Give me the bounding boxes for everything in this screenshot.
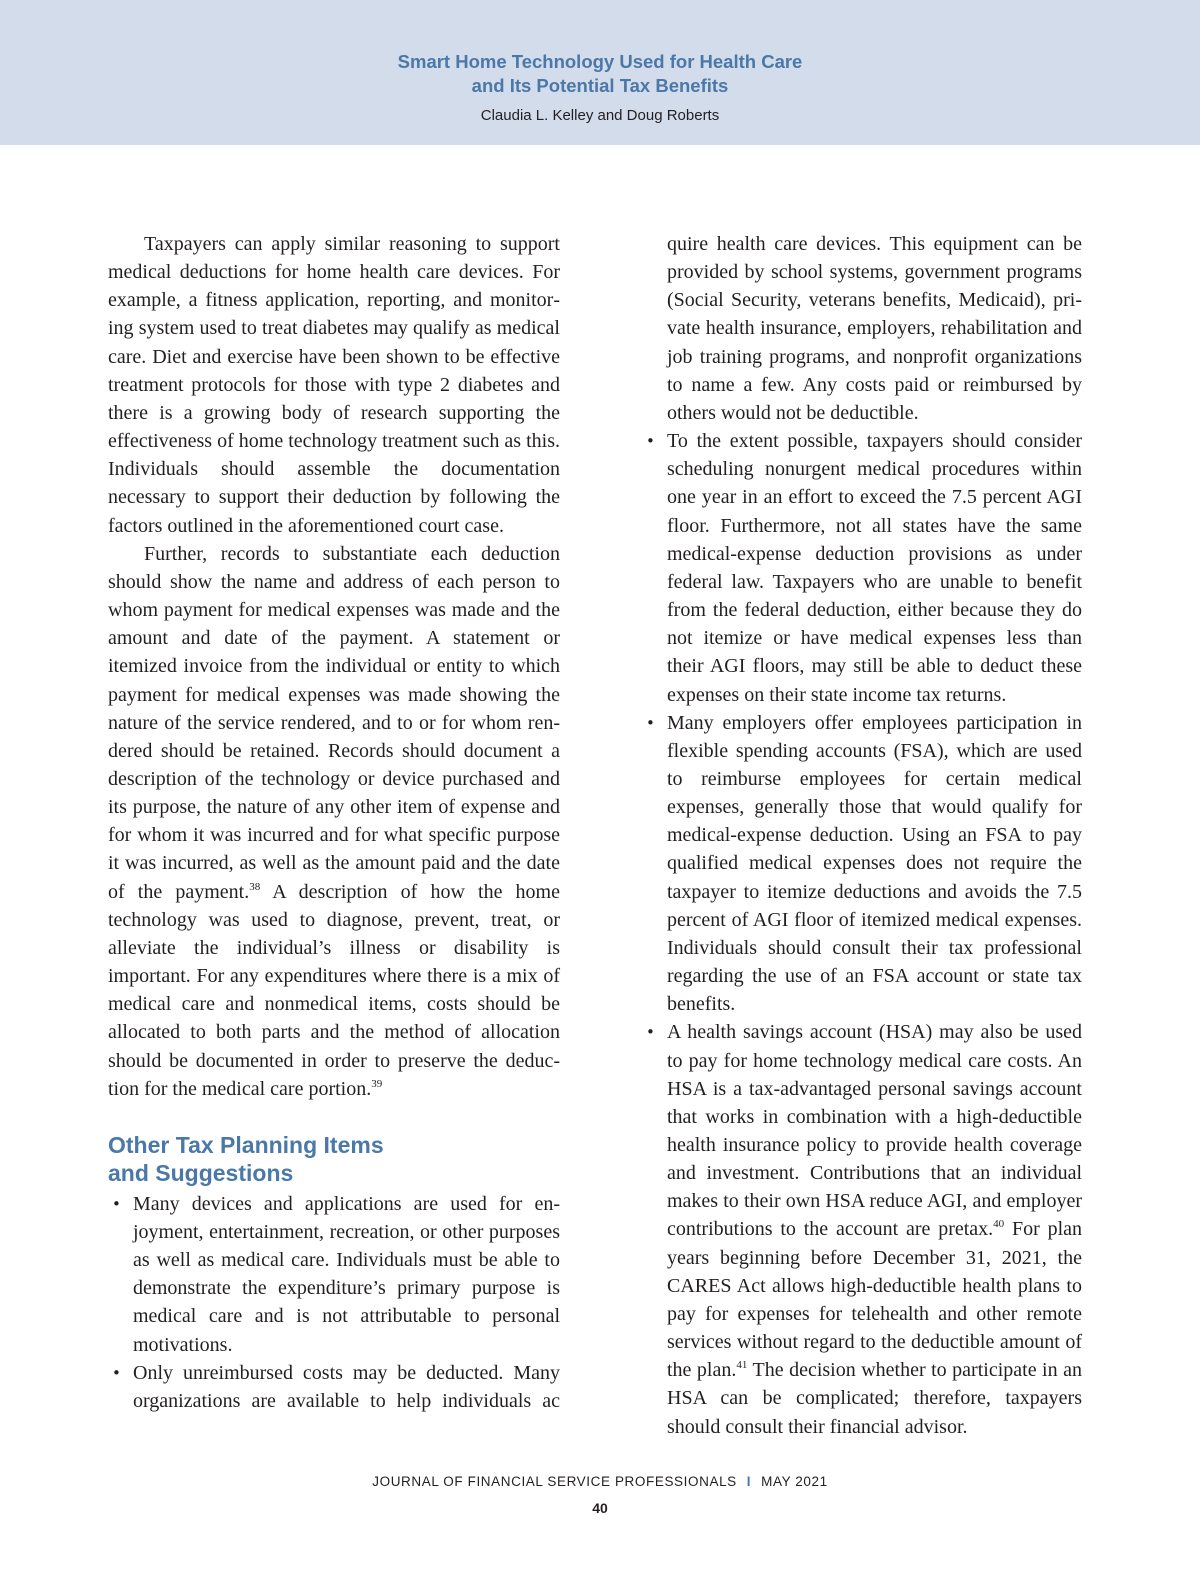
page-number: 40 [592, 1500, 608, 1516]
bullet-icon: • [112, 1363, 121, 1382]
list-item [108, 1359, 560, 1415]
list-item [642, 709, 1082, 1019]
article-authors: Claudia L. Kelley and Doug Roberts [480, 107, 720, 124]
list-item-text: Only unreimbursed costs may be deducted. Many organizations are available to help individuals ac [133, 1361, 560, 1412]
running-footer [0, 1474, 1200, 1489]
list-item-continued [642, 230, 1082, 427]
list-item-text: Many devices and applications are used for enjoyment, entertainment, recreation, or other purposes as well as medical care. Individuals must be able to demonstrate the expenditure’s primary purpose is medical care and is not attributable to personal motivations. [133, 1192, 560, 1356]
list-item-text: The decision whether to participate in an HSA can be complicated; therefore, taxpayers should consult their financial advisor. [667, 1359, 1082, 1438]
right-column [642, 230, 1082, 1441]
running-header [0, 0, 1200, 145]
footnote-ref: 38 [249, 880, 261, 893]
list-item-text: To the extent possible, taxpayers should consider scheduling nonurgent medical procedures within one year in an effort to exceed the 7.5 percent AGI floor. Furthermore, not all states have the same medical-expense deduction provisions as under federal law. Taxpayers who are unable to benefit from the federal deduction, either because they do not itemize or have medical expenses less than their AGI floors, may still be able to deduct these expenses on their state income tax returns. [667, 430, 1082, 706]
paragraph-text: Further, records to substantiate each deduction should show the name and address of each person to whom payment for medical expenses was made and the amount and date of the payment. A statement or itemized invoice from the individual or entity to which payment for medical expenses was made showing the nature of the service rendered, and to or for whom rendered should be retained. Records should document a description of the technology or device purchased and its purpose, the nature of any other item of expense and for whom it was incurred and for what specific purpose it was incurred, as well as the amount paid and the date of the payment. [108, 542, 560, 903]
article-title-line-1: Smart Home Technology Used for Health Care [397, 51, 803, 72]
footer-separator: I [746, 1474, 752, 1489]
section-heading-line-1: Other Tax Planning Items [108, 1131, 384, 1158]
bullet-icon: • [646, 432, 655, 451]
list-item [108, 1190, 560, 1359]
left-column [108, 230, 560, 1415]
bullet-list-continued [642, 230, 1082, 1441]
body-paragraph: Taxpayers can apply similar reasoning to support medical deductions for home health care devices. For example, a fitness application, reporting, and monitoring system used to treat diabetes may qualify as medical care. Diet and exercise have been shown to be effective treatment protocols for those with type 2 diabetes and there is a growing body of research supporting the effectiveness of home technology treatment such as this. Individuals should assemble the documentation necessary to support their deduction by following the factors outlined in the aforementioned court case. [108, 233, 560, 537]
section-heading [108, 1131, 560, 1187]
list-item-text: Many employers offer employees participation in flexible spending accounts (FSA), which are used to reimburse employees for certain medical expenses, generally those that would qualify for medical-expense deduction. Using an FSA to pay qualified medical expenses does not require the taxpayer to itemize deductions and avoids the 7.5 percent of AGI floor of itemized medical expenses. Individuals should consult their tax professional regarding the use of an FSA account or state tax benefits. [667, 711, 1082, 1016]
bullet-icon: • [112, 1194, 121, 1213]
journal-name: JOURNAL OF FINANCIAL SERVICE PROFESSIONALS [372, 1474, 737, 1489]
bullet-icon: • [646, 1023, 655, 1042]
body-paragraph-records [108, 540, 560, 1103]
footnote-ref: 40 [993, 1218, 1005, 1231]
section-heading-line-2: and Suggestions [108, 1159, 294, 1186]
list-item-text: For plan years beginning before December 31, 2021, the CARES Act allows high-deductible health plans to pay for expenses for telehealth and other remote services without regard to the deductible amount of the plan. [667, 1218, 1083, 1382]
list-item-text: A health savings account (HSA) may also be used to pay for home technology medical care costs. An HSA is a tax-advantaged personal savings account that works in combination with a high-deductible health insurance policy to provide health coverage and investment. Contributions that an individual makes to their own HSA reduce AGI, and employer contributions to the account are pretax. [667, 1021, 1082, 1241]
list-item-text: quire health care devices. This equipment can be provided by school systems, government programs (Social Security, veterans benefits, Medicaid), private health insurance, employers, rehabilitation and job training programs, and nonprofit organizations to name a few. Any costs paid or reimbursed by others would not be deductible. [667, 233, 1082, 424]
list-item [642, 1018, 1082, 1440]
bullet-list [108, 1190, 560, 1415]
issue-date: MAY 2021 [761, 1474, 828, 1489]
article-title-line-2: and Its Potential Tax Benefits [471, 75, 729, 96]
footnote-ref: 41 [736, 1359, 748, 1372]
list-item [642, 427, 1082, 709]
paragraph-text: A description of how the home technology was used to diagnose, prevent, treat, or alleviate the individual’s illness or disability is important. For any expenditures where there is a mix of medical care and nonmedical items, costs should be allocated to both parts and the method of allocation should be documented in order to preserve the deduction for the medical care portion. [108, 880, 560, 1100]
article-title [0, 50, 1200, 98]
footnote-ref: 39 [371, 1077, 383, 1090]
bullet-icon: • [646, 713, 655, 732]
